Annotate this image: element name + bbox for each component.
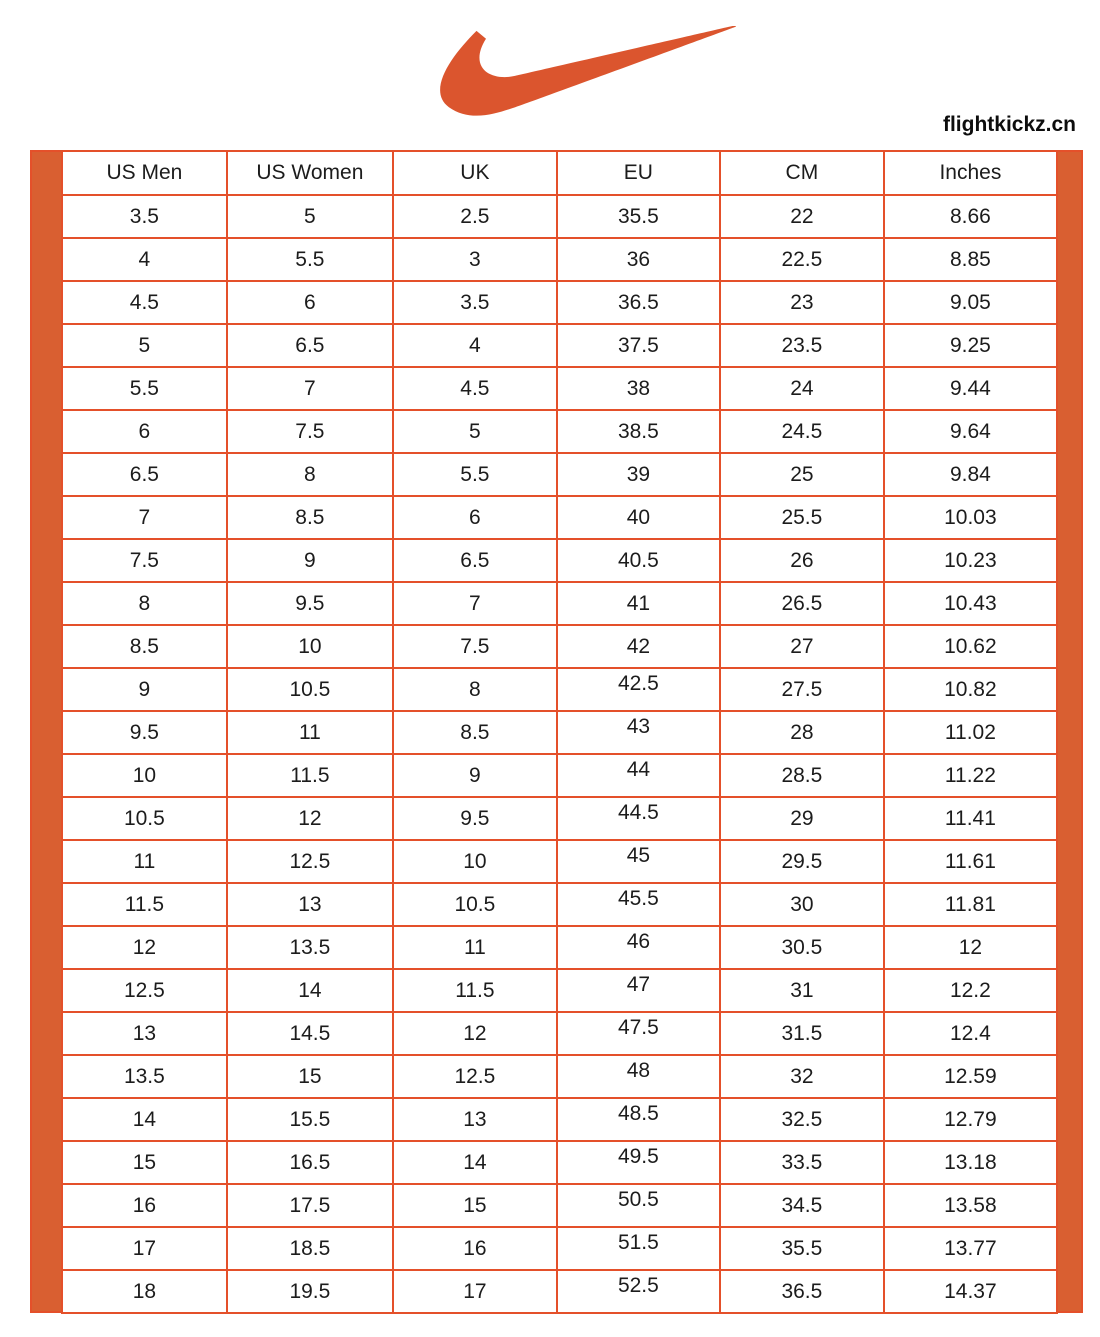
table-row	[62, 840, 1057, 883]
col-header-cm: CM	[720, 151, 884, 195]
table-cell: 12.4	[884, 1012, 1057, 1055]
table-cell: 42	[557, 625, 720, 668]
table-cell: 50.5	[557, 1184, 720, 1227]
table-cell: 23	[720, 281, 884, 324]
table-cell: 9.5	[62, 711, 227, 754]
table-cell: 13.77	[884, 1227, 1057, 1270]
table-cell: 15	[227, 1055, 393, 1098]
table-header-row	[62, 151, 1057, 195]
table-cell: 12.5	[62, 969, 227, 1012]
table-cell: 10.5	[393, 883, 557, 926]
table-row	[62, 1270, 1057, 1313]
table-cell: 8.5	[393, 711, 557, 754]
table-cell: 12.5	[393, 1055, 557, 1098]
table-cell: 28.5	[720, 754, 884, 797]
table-cell: 3.5	[393, 281, 557, 324]
table-cell: 5.5	[227, 238, 393, 281]
table-cell: 36.5	[557, 281, 720, 324]
table-cell: 19.5	[227, 1270, 393, 1313]
table-cell: 48	[557, 1055, 720, 1098]
table-row	[62, 1141, 1057, 1184]
table-cell: 42.5	[557, 668, 720, 711]
table-cell: 7	[393, 582, 557, 625]
table-cell: 11	[62, 840, 227, 883]
table-cell: 28	[720, 711, 884, 754]
table-cell: 30	[720, 883, 884, 926]
table-cell: 27.5	[720, 668, 884, 711]
table-cell: 8.5	[62, 625, 227, 668]
table-cell: 6.5	[227, 324, 393, 367]
table-row	[62, 754, 1057, 797]
table-cell: 34.5	[720, 1184, 884, 1227]
table-cell: 9.25	[884, 324, 1057, 367]
table-cell: 10.23	[884, 539, 1057, 582]
table-cell: 6.5	[62, 453, 227, 496]
table-cell: 9.5	[393, 797, 557, 840]
table-cell: 9.5	[227, 582, 393, 625]
table-cell: 3	[393, 238, 557, 281]
table-cell: 13.58	[884, 1184, 1057, 1227]
table-cell: 9	[393, 754, 557, 797]
table-cell: 10	[62, 754, 227, 797]
table-cell: 4	[393, 324, 557, 367]
col-header-us-men: US Men	[62, 151, 227, 195]
table-cell: 11.41	[884, 797, 1057, 840]
table-cell: 35.5	[557, 195, 720, 238]
table-cell: 12	[884, 926, 1057, 969]
table-row	[62, 926, 1057, 969]
table-cell: 15	[62, 1141, 227, 1184]
table-cell: 13.18	[884, 1141, 1057, 1184]
table-cell: 16.5	[227, 1141, 393, 1184]
table-cell: 5	[227, 195, 393, 238]
table-row	[62, 1184, 1057, 1227]
table-row	[62, 969, 1057, 1012]
table-cell: 22.5	[720, 238, 884, 281]
table-cell: 46	[557, 926, 720, 969]
table-cell: 22	[720, 195, 884, 238]
table-cell: 16	[62, 1184, 227, 1227]
table-cell: 12.2	[884, 969, 1057, 1012]
table-cell: 31	[720, 969, 884, 1012]
table-cell: 17.5	[227, 1184, 393, 1227]
table-row	[62, 711, 1057, 754]
table-row	[62, 324, 1057, 367]
table-cell: 18.5	[227, 1227, 393, 1270]
table-cell: 11.81	[884, 883, 1057, 926]
table-cell: 49.5	[557, 1141, 720, 1184]
table-cell: 51.5	[557, 1227, 720, 1270]
table-cell: 13.5	[62, 1055, 227, 1098]
table-cell: 25	[720, 453, 884, 496]
table-cell: 36.5	[720, 1270, 884, 1313]
table-row	[62, 410, 1057, 453]
table-cell: 17	[393, 1270, 557, 1313]
table-cell: 40.5	[557, 539, 720, 582]
table-cell: 4.5	[393, 367, 557, 410]
table-cell: 11.5	[227, 754, 393, 797]
table-cell: 6	[62, 410, 227, 453]
table-row	[62, 668, 1057, 711]
table-cell: 8.66	[884, 195, 1057, 238]
table-cell: 13	[393, 1098, 557, 1141]
table-cell: 26	[720, 539, 884, 582]
table-cell: 48.5	[557, 1098, 720, 1141]
table-cell: 14.37	[884, 1270, 1057, 1313]
table-cell: 8.5	[227, 496, 393, 539]
table-cell: 47	[557, 969, 720, 1012]
table-cell: 7	[227, 367, 393, 410]
table-cell: 7.5	[62, 539, 227, 582]
table-cell: 10.5	[227, 668, 393, 711]
table-row	[62, 1227, 1057, 1270]
table-cell: 15.5	[227, 1098, 393, 1141]
table-cell: 12	[393, 1012, 557, 1055]
site-watermark: flightkickz.cn	[942, 113, 1076, 136]
table-cell: 10.62	[884, 625, 1057, 668]
table-cell: 11.22	[884, 754, 1057, 797]
col-header-uk: UK	[393, 151, 557, 195]
table-cell: 10.43	[884, 582, 1057, 625]
table-cell: 10	[393, 840, 557, 883]
table-cell: 12.79	[884, 1098, 1057, 1141]
table-cell: 38	[557, 367, 720, 410]
col-header-us-women: US Women	[227, 151, 393, 195]
table-cell: 23.5	[720, 324, 884, 367]
table-row	[62, 797, 1057, 840]
table-cell: 27	[720, 625, 884, 668]
table-cell: 39	[557, 453, 720, 496]
table-cell: 8.85	[884, 238, 1057, 281]
table-cell: 11	[393, 926, 557, 969]
table-cell: 14	[393, 1141, 557, 1184]
table-cell: 44	[557, 754, 720, 797]
table-row	[62, 883, 1057, 926]
table-cell: 9.05	[884, 281, 1057, 324]
table-cell: 7.5	[393, 625, 557, 668]
table-cell: 31.5	[720, 1012, 884, 1055]
table-cell: 47.5	[557, 1012, 720, 1055]
table-cell: 5	[393, 410, 557, 453]
header	[0, 0, 1100, 150]
table-cell: 11	[227, 711, 393, 754]
table-cell: 14	[62, 1098, 227, 1141]
table-cell: 29	[720, 797, 884, 840]
table-row	[62, 453, 1057, 496]
table-cell: 10.5	[62, 797, 227, 840]
table-cell: 44.5	[557, 797, 720, 840]
table-cell: 16	[393, 1227, 557, 1270]
table-cell: 8	[62, 582, 227, 625]
table-cell: 32	[720, 1055, 884, 1098]
table-row	[62, 238, 1057, 281]
table-cell: 29.5	[720, 840, 884, 883]
table-cell: 5	[62, 324, 227, 367]
table-cell: 8	[227, 453, 393, 496]
table-cell: 25.5	[720, 496, 884, 539]
table-cell: 24.5	[720, 410, 884, 453]
table-cell: 13.5	[227, 926, 393, 969]
table-row	[62, 281, 1057, 324]
table-cell: 12	[227, 797, 393, 840]
table-cell: 6	[393, 496, 557, 539]
table-cell: 13	[227, 883, 393, 926]
table-cell: 8	[393, 668, 557, 711]
table-row	[62, 1098, 1057, 1141]
table-cell: 4	[62, 238, 227, 281]
table-cell: 13	[62, 1012, 227, 1055]
table-cell: 41	[557, 582, 720, 625]
table-cell: 9	[227, 539, 393, 582]
table-cell: 12	[62, 926, 227, 969]
table-cell: 11.5	[62, 883, 227, 926]
nike-swoosh-icon	[440, 26, 736, 116]
table-cell: 17	[62, 1227, 227, 1270]
table-cell: 4.5	[62, 281, 227, 324]
size-table-body	[62, 195, 1057, 1313]
table-cell: 11.61	[884, 840, 1057, 883]
table-cell: 10.82	[884, 668, 1057, 711]
table-cell: 11.5	[393, 969, 557, 1012]
table-cell: 9	[62, 668, 227, 711]
table-cell: 5.5	[62, 367, 227, 410]
table-cell: 11.02	[884, 711, 1057, 754]
col-header-inches: Inches	[884, 151, 1057, 195]
table-cell: 14.5	[227, 1012, 393, 1055]
col-header-eu: EU	[557, 151, 720, 195]
table-cell: 10.03	[884, 496, 1057, 539]
table-cell: 52.5	[557, 1270, 720, 1313]
table-cell: 7.5	[227, 410, 393, 453]
table-cell: 9.64	[884, 410, 1057, 453]
table-cell: 10	[227, 625, 393, 668]
table-cell: 38.5	[557, 410, 720, 453]
table-row	[62, 195, 1057, 238]
table-row	[62, 539, 1057, 582]
table-row	[62, 1012, 1057, 1055]
table-cell: 40	[557, 496, 720, 539]
table-row	[62, 367, 1057, 410]
table-cell: 5.5	[393, 453, 557, 496]
table-row	[62, 625, 1057, 668]
table-cell: 3.5	[62, 195, 227, 238]
left-accent-bar	[30, 150, 61, 1313]
table-cell: 6.5	[393, 539, 557, 582]
table-cell: 35.5	[720, 1227, 884, 1270]
table-cell: 24	[720, 367, 884, 410]
table-cell: 43	[557, 711, 720, 754]
table-cell: 18	[62, 1270, 227, 1313]
table-cell: 15	[393, 1184, 557, 1227]
table-cell: 9.44	[884, 367, 1057, 410]
table-cell: 2.5	[393, 195, 557, 238]
table-cell: 36	[557, 238, 720, 281]
size-table	[61, 150, 1058, 1314]
table-cell: 37.5	[557, 324, 720, 367]
table-cell: 9.84	[884, 453, 1057, 496]
table-row	[62, 1055, 1057, 1098]
table-cell: 32.5	[720, 1098, 884, 1141]
table-cell: 33.5	[720, 1141, 884, 1184]
table-cell: 14	[227, 969, 393, 1012]
table-cell: 12.5	[227, 840, 393, 883]
table-cell: 30.5	[720, 926, 884, 969]
table-cell: 12.59	[884, 1055, 1057, 1098]
right-accent-bar	[1058, 150, 1083, 1313]
table-row	[62, 582, 1057, 625]
table-row	[62, 496, 1057, 539]
table-cell: 26.5	[720, 582, 884, 625]
table-cell: 45.5	[557, 883, 720, 926]
size-chart	[30, 150, 1083, 1313]
table-cell: 6	[227, 281, 393, 324]
table-cell: 7	[62, 496, 227, 539]
table-cell: 45	[557, 840, 720, 883]
